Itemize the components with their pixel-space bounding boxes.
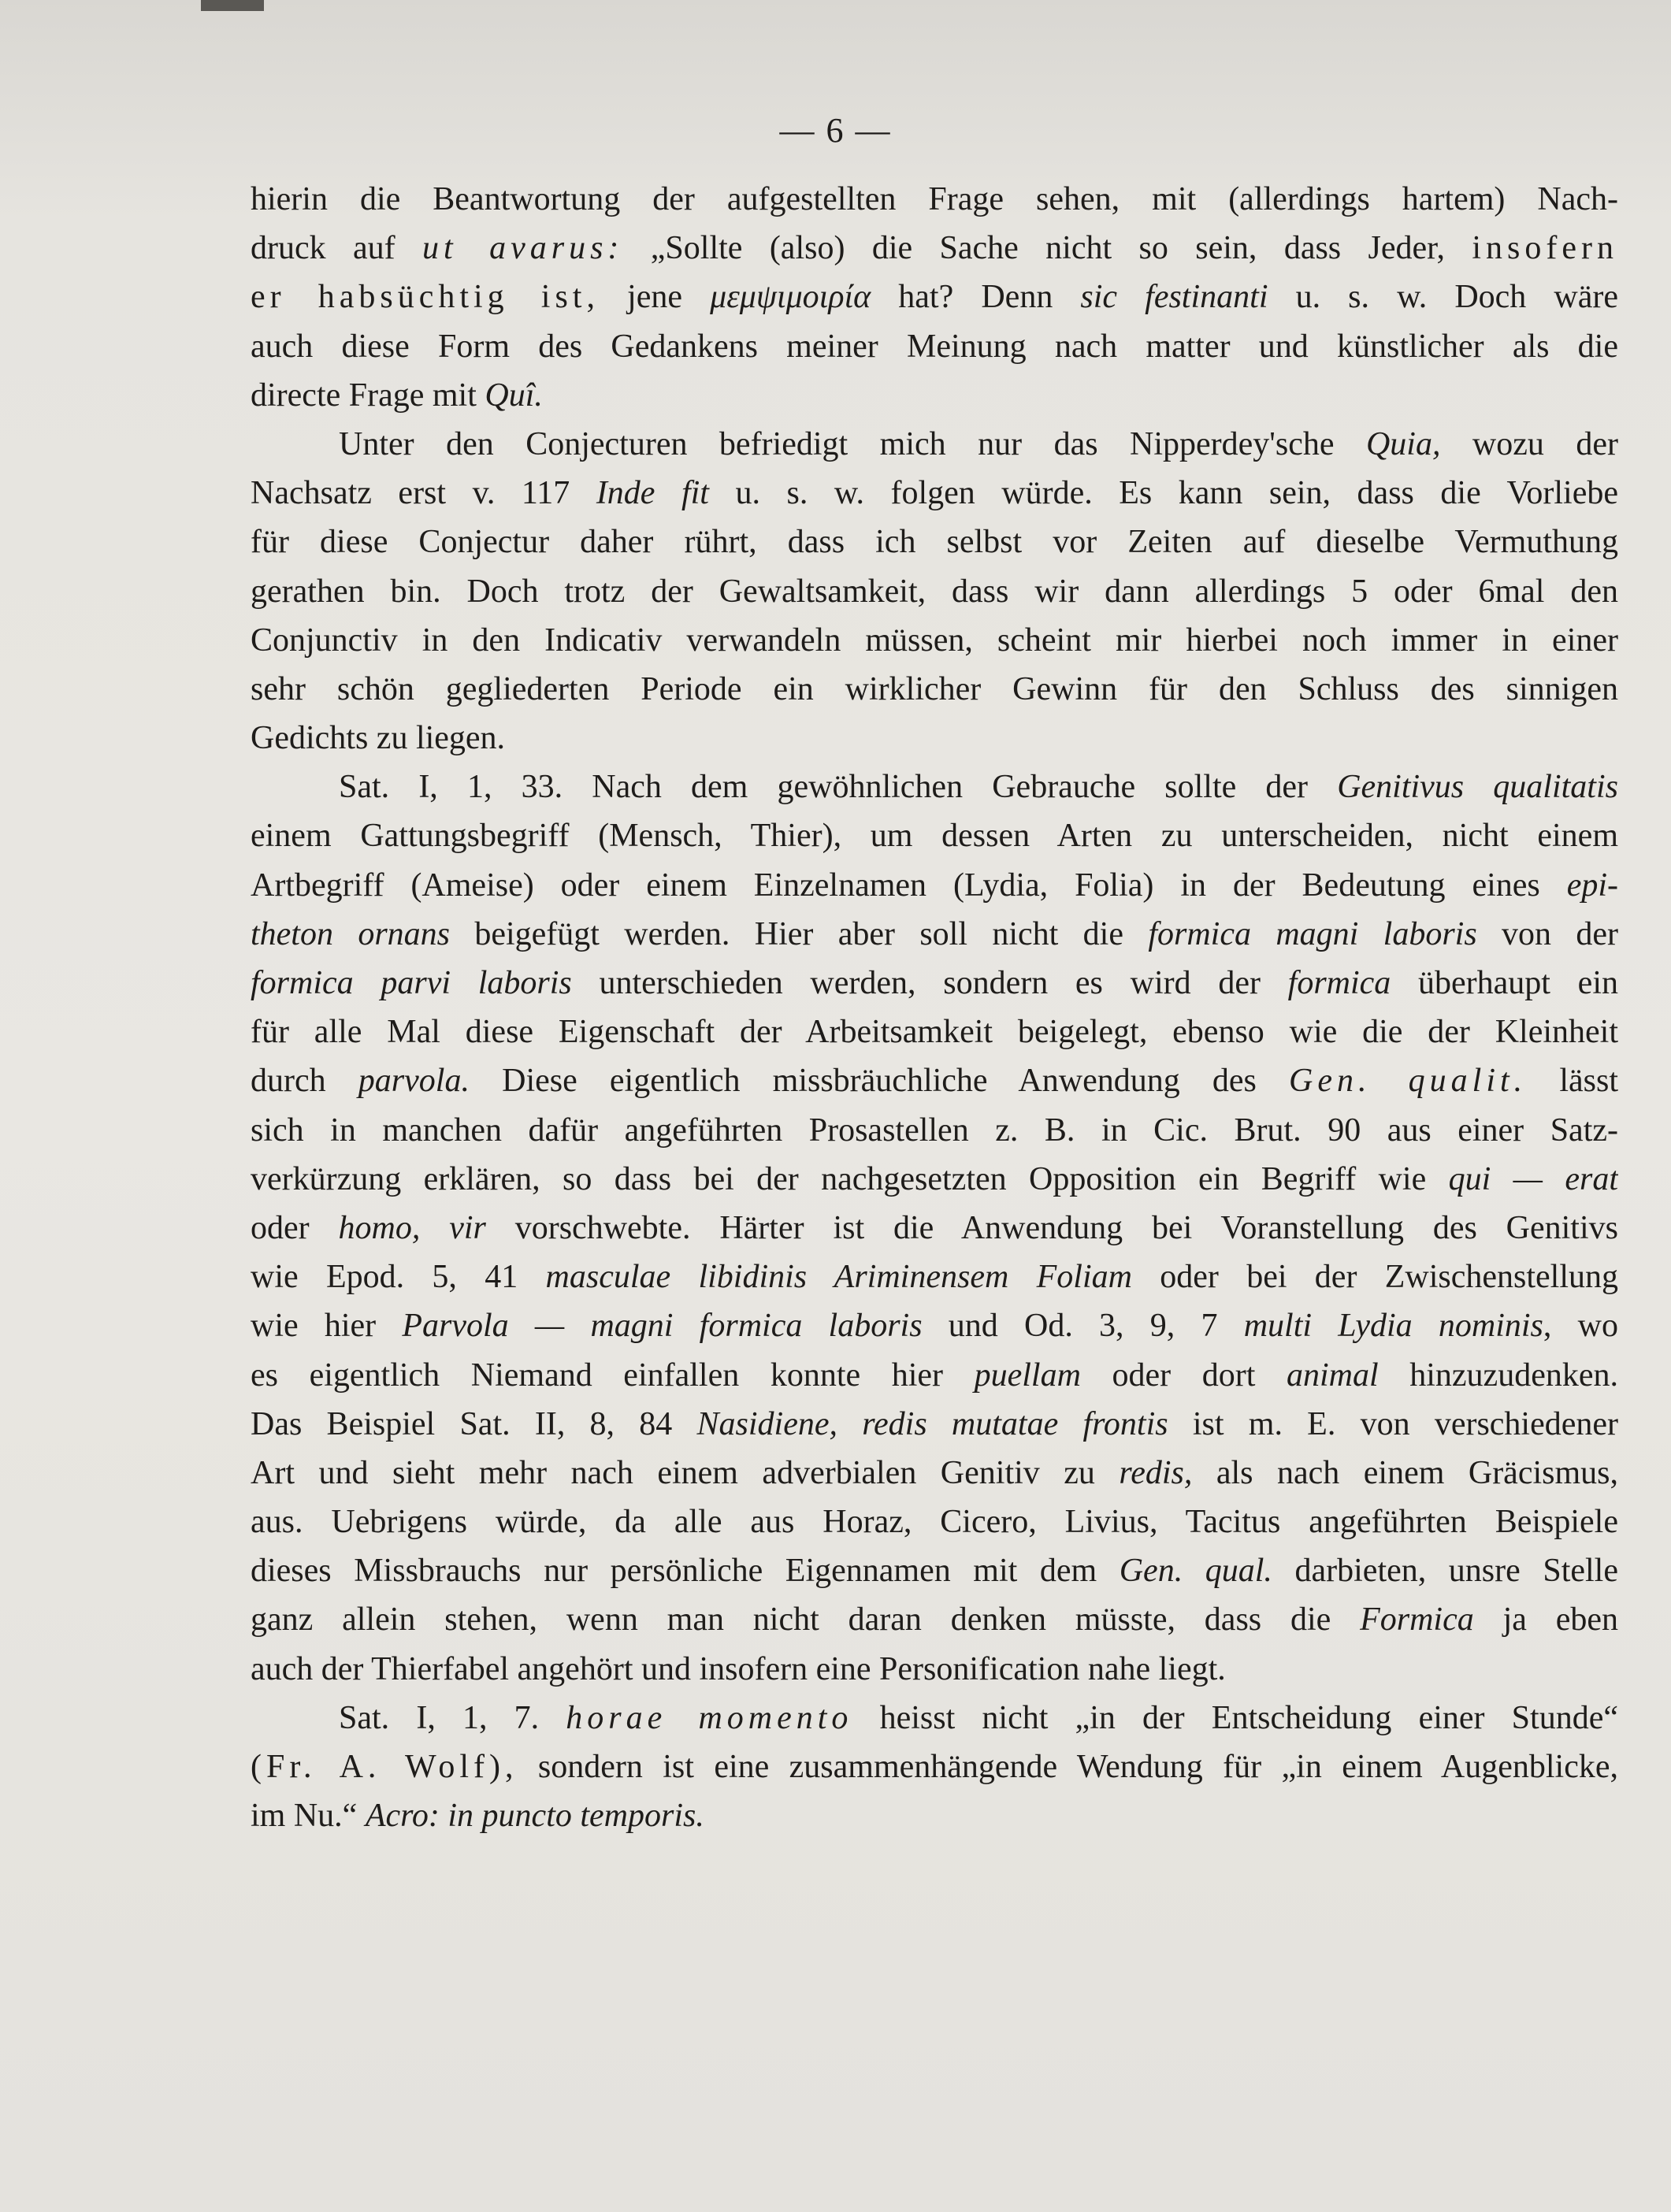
text-line: auch diese Form des Gedankens meiner Meinung nach matter und künstlicher als die <box>251 328 1618 365</box>
text-line: Art und sieht mehr nach einem adverbialen Genitiv zu redis, als nach einem Gräcismus, <box>251 1454 1618 1491</box>
text-line: oder homo, vir vorschwebte. Härter ist die Anwendung bei Voranstellung des Genitivs <box>251 1209 1618 1246</box>
text-line: Das Beispiel Sat. II, 8, 84 Nasidiene, redis mutatae frontis ist m. E. von verschiedener <box>251 1405 1618 1442</box>
text-line: theton ornans beigefügt werden. Hier aber soll nicht die formica magni laboris von der <box>251 915 1618 952</box>
text-line: Conjunctiv in den Indicativ verwandeln müssen, scheint mir hierbei noch immer in einer <box>251 622 1618 659</box>
text-line: directe Frage mit Quî. <box>251 377 543 414</box>
text-line: Artbegriff (Ameise) oder einem Einzelnamen (Lydia, Folia) in der Bedeutung eines epi- <box>251 867 1618 904</box>
text-line: wie Epod. 5, 41 masculae libidinis Ariminensem Foliam oder bei der Zwischenstellung <box>251 1259 1618 1296</box>
body-text <box>251 175 1618 1840</box>
text-line: durch parvola. Diese eigentlich missbräuchliche Anwendung des Gen. qualit. lässt <box>251 1063 1618 1100</box>
text-line: im Nu.“ Acro: in puncto temporis. <box>251 1798 704 1835</box>
text-line: sehr schön gegliederten Periode ein wirklicher Gewinn für den Schluss des sinnigen <box>251 670 1618 707</box>
text-line: er habsüchtig ist, jene μεμψιμοιρία hat? Denn sic festinanti u. s. w. Doch wäre <box>251 279 1618 316</box>
text-line: für alle Mal diese Eigenschaft der Arbeitsamkeit beigelegt, ebenso wie die der Kleinheit <box>251 1014 1618 1051</box>
text-line: dieses Missbrauchs nur persönliche Eigennamen mit dem Gen. qual. darbieten, unsre Stelle <box>251 1553 1618 1590</box>
text-line: Sat. I, 1, 7. horae momento heisst nicht „in der Entscheidung einer Stunde“ <box>339 1699 1618 1736</box>
text-line: aus. Uebrigens würde, da alle aus Horaz, Cicero, Livius, Tacitus angeführten Beispiele <box>251 1504 1618 1541</box>
text-line: druck auf ut avarus: „Sollte (also) die Sache nicht so sein, dass Jeder, insofern <box>251 230 1618 267</box>
page-number: — 6 — <box>779 111 892 150</box>
text-line: hierin die Beantwortung der aufgestellten Frage sehen, mit (allerdings hartem) Nach- <box>251 181 1618 217</box>
text-line: einem Gattungsbegriff (Mensch, Thier), um dessen Arten zu unterscheiden, nicht einem <box>251 818 1618 855</box>
text-line: Sat. I, 1, 33. Nach dem gewöhnlichen Gebrauche sollte der Genitivus qualitatis <box>339 769 1618 806</box>
text-line: auch der Thierfabel angehört und insofern eine Personification nahe liegt. <box>251 1650 1226 1687</box>
text-line: sich in manchen dafür angeführten Prosastellen z. B. in Cic. Brut. 90 aus einer Satz- <box>251 1112 1618 1149</box>
text-line: wie hier Parvola — magni formica laboris und Od. 3, 9, 7 multi Lydia nominis, wo <box>251 1308 1618 1345</box>
text-line: es eigentlich Niemand einfallen konnte hier puellam oder dort animal hinzuzudenken. <box>251 1357 1618 1394</box>
text-line: für diese Conjectur daher rührt, dass ich selbst vor Zeiten auf dieselbe Vermuthung <box>251 524 1618 561</box>
text-line: Gedichts zu liegen. <box>251 720 506 757</box>
text-line: (Fr. A. Wolf), sondern ist eine zusammenhängende Wendung für „in einem Augenblicke, <box>251 1749 1618 1785</box>
text-line: ganz allein stehen, wenn man nicht daran denken müsste, dass die Formica ja eben <box>251 1601 1618 1639</box>
text-line: gerathen bin. Doch trotz der Gewaltsamkeit, dass wir dann allerdings 5 oder 6mal den <box>251 573 1618 610</box>
text-line: Nachsatz erst v. 117 Inde fit u. s. w. folgen würde. Es kann sein, dass die Vorliebe <box>251 475 1618 512</box>
text-line: formica parvi laboris unterschieden werden, sondern es wird der formica überhaupt ein <box>251 965 1618 1001</box>
text-line: verkürzung erklären, so dass bei der nachgesetzten Opposition ein Begriff wie qui — erat <box>251 1160 1618 1197</box>
text-line: Unter den Conjecturen befriedigt mich nur das Nipperdey'sche Quia, wozu der <box>339 425 1618 462</box>
scan-edge-mark <box>201 0 264 11</box>
